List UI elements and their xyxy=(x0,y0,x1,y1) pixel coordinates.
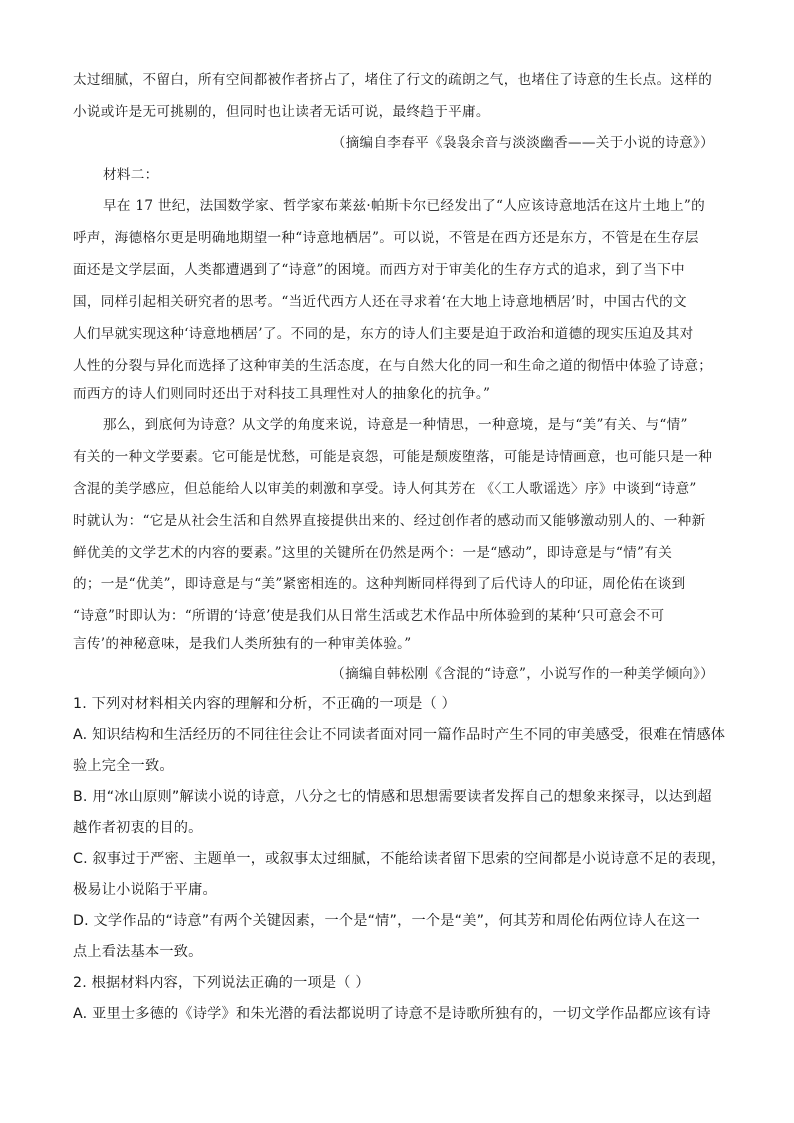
material2-label: 材料二： xyxy=(103,167,159,183)
material2-para2-line: 含混的美学感应，但总能给人以审美的刺激和享受。诗人何其芳在 《〈工人歌谣选〉序》中谈到“诗意” xyxy=(73,481,697,497)
q2-stem: 2. 根据材料内容，下列说法正确的一项是（ ） xyxy=(73,975,370,991)
material2-para2-line: “诗意”时即认为：“所谓的‘诗意’使是我们从日常生活或艺术作品中所体验到的某种‘只可意会不可 xyxy=(73,608,665,624)
material2-para1-line: 面还是文学层面，人类都遭遇到了“诗意”的困境。而西方对于审美化的生存方式的追求，到了当下中 xyxy=(73,262,685,278)
material2-para2-line: 有关的一种文学要素。它可能是忧愁，可能是哀怨，可能是颓废堕落，可能是诗情画意，也可能只是一种 xyxy=(73,449,713,465)
q1-option-c-line2: 极易让小说陷于平庸。 xyxy=(73,882,217,898)
material1-line: 太过细腻，不留白，所有空间都被作者挤占了，堵住了行文的疏朗之气，也堵住了诗意的生长点。这样的 xyxy=(73,72,713,88)
q1-option-b-line1: B. 用“冰山原则”解读小说的诗意，八分之七的情感和思想需要读者发挥自己的想象来探寻，以达到超 xyxy=(73,789,712,805)
material1-source: （摘编自李春平《袅袅余音与淡淡幽香——关于小说的诗意》） xyxy=(331,135,714,151)
material2-para2-line: 鲜优美的文学艺术的内容的要素。”这里的关键所在仍然是两个：一是“感动”，即诗意是与“情”有关 xyxy=(73,545,673,561)
material2-para1-line: 而西方的诗人们则同时还出于对科技工具理性对人的抽象化的抗争。” xyxy=(73,386,491,402)
material2-para2-line: 言传’的神秘意味，是我们人类所独有的一种审美体验。” xyxy=(73,636,412,652)
q1-option-a-line2: 验上完全一致。 xyxy=(73,758,174,774)
material2-para2-line: 的；一是“优美”，即诗意是与“美”紧密相连的。这种判断同样得到了后代诗人的印证，周伦佑在谈到 xyxy=(73,576,686,592)
material1-line: 小说或许是无可挑剔的，但同时也让读者无话可说，最终趋于平庸。 xyxy=(73,104,490,120)
material2-para1-line: 早在 17 世纪，法国数学家、哲学家布莱兹·帕斯卡尔已经发出了“人应该诗意地活在这片土地上”的 xyxy=(103,198,706,214)
material2-para2-line: 那么，到底何为诗意？从文学的角度来说，诗意是一种情思，一种意境，是与“美”有关、与“情” xyxy=(103,417,688,433)
q1-option-a-line1: A. 知识结构和生活经历的不同往往会让不同读者面对同一篇作品时产生不同的审美感受，很难在情感体 xyxy=(73,727,726,743)
q1-option-c-line1: C. 叙事过于严密、主题单一，或叙事太过细腻，不能给读者留下思索的空间都是小说诗意不足的表现， xyxy=(73,851,726,867)
q1-option-d-line2: 点上看法基本一致。 xyxy=(73,944,203,960)
q1-stem: 1. 下列对材料相关内容的理解和分析，不正确的一项是（ ） xyxy=(73,696,457,712)
material2-para1-line: 呼声，海德格尔更是明确地期望一种“诗意地栖居”。可以说，不管是在西方还是东方，不管是在生存层 xyxy=(73,230,699,246)
q1-option-d-line1: D. 文学作品的“诗意”有两个关键因素，一个是“情”，一个是“美”，何其芳和周伦佑两位诗人在这一 xyxy=(73,913,700,929)
material2-source: （摘编自韩松刚《含混的“诗意”，小说写作的一种美学倾向》） xyxy=(331,666,714,682)
material2-para1-line: 人们早就实现这种‘诗意地栖居’了。不同的是，东方的诗人们主要是迫于政治和道德的现实压迫及其对 xyxy=(73,326,694,342)
material2-para1-line: 人性的分裂与异化而选择了这种审美的生活态度，在与自然大化的同一和生命之道的彻悟中体验了诗意； xyxy=(73,358,713,374)
material2-para1-line: 国，同样引起相关研究者的思考。“当近代西方人还在寻求着‘在大地上诗意地栖居’时，中国古代的文 xyxy=(73,294,687,310)
material2-para2-line: 时就认为：“它是从社会生活和自然界直接提供出来的、经过创作者的感动而又能够激动别人的、一种新 xyxy=(73,513,706,529)
q1-option-b-line2: 越作者初衷的目的。 xyxy=(73,820,203,836)
q2-option-a-line1: A. 亚里士多德的《诗学》和朱光潜的看法都说明了诗意不是诗歌所独有的，一切文学作品都应该有诗 xyxy=(73,1006,711,1022)
